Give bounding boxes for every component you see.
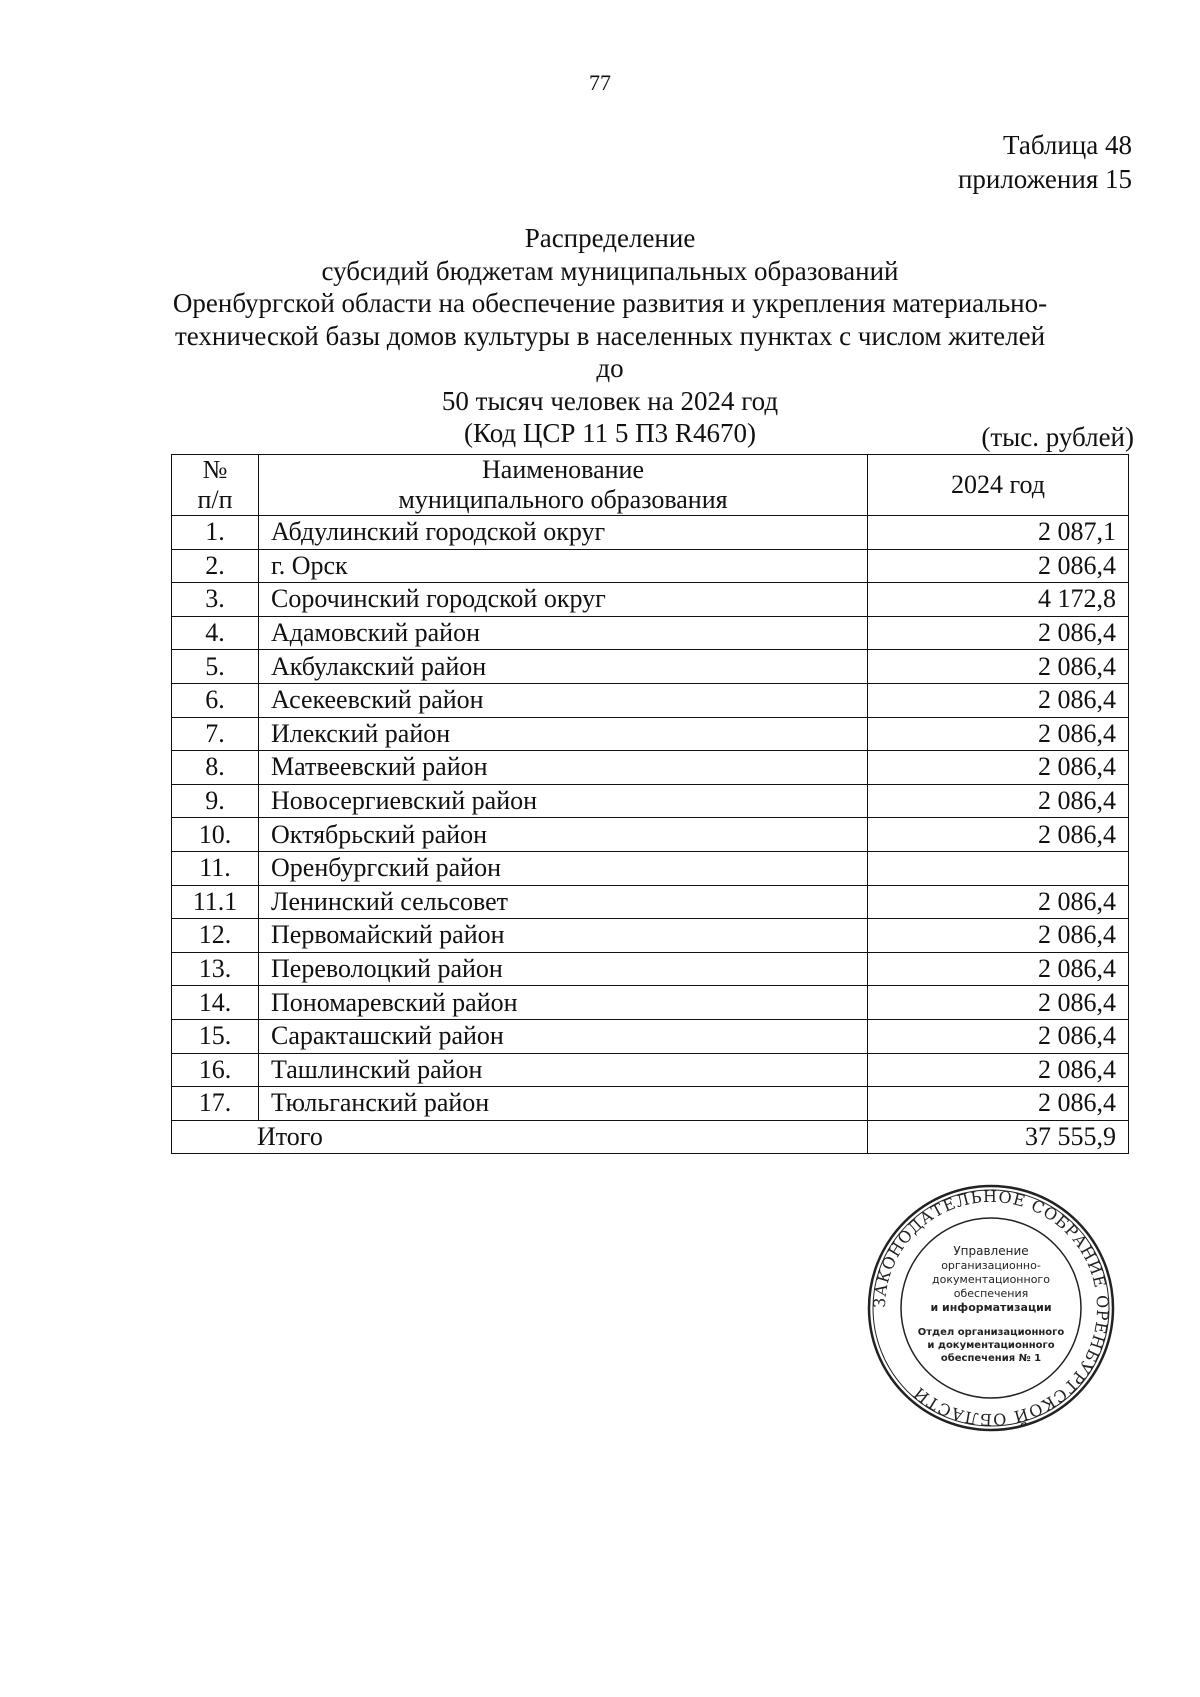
row-name: Илекский район bbox=[259, 717, 868, 751]
stamp-line: Управление bbox=[953, 1244, 1029, 1258]
row-value: 2 086,4 bbox=[868, 717, 1129, 751]
row-name: Первомайский район bbox=[259, 919, 868, 953]
table-header-row bbox=[172, 455, 1129, 516]
header-number bbox=[172, 455, 259, 516]
row-number: 7. bbox=[172, 717, 259, 751]
table-row bbox=[172, 885, 1129, 919]
table-row bbox=[172, 683, 1129, 717]
header-name-line2: муниципального образования bbox=[398, 485, 728, 514]
row-name: Ташлинский район bbox=[259, 1053, 868, 1087]
row-value: 2 086,4 bbox=[868, 1087, 1129, 1121]
row-number: 17. bbox=[172, 1087, 259, 1121]
official-stamp bbox=[866, 1183, 1116, 1433]
row-number: 9. bbox=[172, 784, 259, 818]
appendix-annex-label: приложения 15 bbox=[957, 164, 1132, 194]
table-row bbox=[172, 851, 1129, 885]
row-value: 2 086,4 bbox=[868, 818, 1129, 852]
row-value: 2 086,4 bbox=[868, 549, 1129, 583]
row-number: 3. bbox=[172, 583, 259, 617]
row-value: 2 086,4 bbox=[868, 650, 1129, 684]
row-name: Новосергиевский район bbox=[259, 784, 868, 818]
appendix-table-label: Таблица 48 bbox=[1003, 130, 1132, 160]
table-row bbox=[172, 516, 1129, 550]
stamp-line: и документационного bbox=[927, 1340, 1055, 1351]
total-value: 37 555,9 bbox=[868, 1120, 1129, 1154]
row-value: 2 087,1 bbox=[868, 516, 1129, 550]
row-value: 2 086,4 bbox=[868, 952, 1129, 986]
row-number: 13. bbox=[172, 952, 259, 986]
row-number: 4. bbox=[172, 616, 259, 650]
row-number: 1. bbox=[172, 516, 259, 550]
row-value: 2 086,4 bbox=[868, 986, 1129, 1020]
table-row bbox=[172, 650, 1129, 684]
row-name: Ленинский сельсовет bbox=[259, 885, 868, 919]
stamp-line: документационного bbox=[932, 1273, 1050, 1286]
stamp-line: организационно- bbox=[941, 1259, 1041, 1272]
stamp-line: обеспечения № 1 bbox=[940, 1353, 1042, 1364]
row-number: 14. bbox=[172, 986, 259, 1020]
row-value: 2 086,4 bbox=[868, 784, 1129, 818]
document-title bbox=[160, 222, 1060, 450]
header-name bbox=[259, 455, 868, 516]
row-name: г. Орск bbox=[259, 549, 868, 583]
table-row bbox=[172, 784, 1129, 818]
row-number: 11.1 bbox=[172, 885, 259, 919]
title-line: Распределение bbox=[524, 223, 696, 253]
table-row bbox=[172, 986, 1129, 1020]
total-row bbox=[172, 1120, 1129, 1154]
total-label: Итого bbox=[172, 1120, 868, 1154]
page-number: 77 bbox=[589, 70, 611, 95]
row-name: Тюльганский район bbox=[259, 1087, 868, 1121]
subsidy-table bbox=[171, 454, 1129, 1154]
table-row bbox=[172, 952, 1129, 986]
row-number: 10. bbox=[172, 818, 259, 852]
budget-code: (Код ЦСР 11 5 П3 R4670) bbox=[464, 418, 756, 448]
row-name: Пономаревский район bbox=[259, 986, 868, 1020]
title-line: технической базы домов культуры в населенных пунктах с числом жителей до bbox=[174, 320, 1046, 383]
row-name: Переволоцкий район bbox=[259, 952, 868, 986]
row-value: 2 086,4 bbox=[868, 1019, 1129, 1053]
stamp-line: обеспечения bbox=[953, 1287, 1029, 1300]
table-row bbox=[172, 818, 1129, 852]
row-name: Матвеевский район bbox=[259, 751, 868, 785]
table-row bbox=[172, 751, 1129, 785]
row-name: Октябрьский район bbox=[259, 818, 868, 852]
row-name: Сорочинский городской округ bbox=[259, 583, 868, 617]
row-value: 2 086,4 bbox=[868, 751, 1129, 785]
row-value: 2 086,4 bbox=[868, 1053, 1129, 1087]
header-year: 2024 год bbox=[868, 455, 1129, 516]
row-value: 2 086,4 bbox=[868, 885, 1129, 919]
table-row bbox=[172, 919, 1129, 953]
row-number: 2. bbox=[172, 549, 259, 583]
row-number: 16. bbox=[172, 1053, 259, 1087]
table-row bbox=[172, 717, 1129, 751]
table-row bbox=[172, 1053, 1129, 1087]
table-row bbox=[172, 616, 1129, 650]
row-number: 11. bbox=[172, 851, 259, 885]
title-line: Оренбургской области на обеспечение развития и укрепления материально- bbox=[172, 288, 1048, 318]
row-number: 6. bbox=[172, 683, 259, 717]
table-row bbox=[172, 583, 1129, 617]
title-line: субсидий бюджетам муниципальных образований bbox=[321, 255, 899, 286]
table-row bbox=[172, 1087, 1129, 1121]
row-number: 15. bbox=[172, 1019, 259, 1053]
row-value bbox=[868, 851, 1129, 885]
row-number: 8. bbox=[172, 751, 259, 785]
table-row bbox=[172, 1019, 1129, 1053]
row-number: 12. bbox=[172, 919, 259, 953]
row-number: 5. bbox=[172, 650, 259, 684]
row-name: Саракташский район bbox=[259, 1019, 868, 1053]
header-number-abbr: п/п bbox=[197, 485, 233, 514]
header-name-line1: Наименование bbox=[482, 455, 644, 484]
stamp-center-text bbox=[918, 1244, 1065, 1364]
row-value: 4 172,8 bbox=[868, 583, 1129, 617]
row-value: 2 086,4 bbox=[868, 683, 1129, 717]
stamp-ring-textpath: ЗАКОНОДАТЕЛЬНОЕ СОБРАНИЕ ОРЕНБУРГСКОЙ ОБЛАСТИ bbox=[869, 1186, 1113, 1430]
units-label: (тыс. рублей) bbox=[981, 422, 1134, 452]
appendix-reference bbox=[958, 128, 1132, 196]
table-row bbox=[172, 549, 1129, 583]
row-name: Адамовский район bbox=[259, 616, 868, 650]
row-name: Оренбургский район bbox=[259, 851, 868, 885]
stamp-line: и информатизации bbox=[930, 1301, 1052, 1314]
row-name: Акбулакский район bbox=[259, 650, 868, 684]
header-number-symbol: № bbox=[202, 455, 228, 484]
row-name: Асекеевский район bbox=[259, 683, 868, 717]
row-value: 2 086,4 bbox=[868, 616, 1129, 650]
row-name: Абдулинский городской округ bbox=[259, 516, 868, 550]
row-value: 2 086,4 bbox=[868, 919, 1129, 953]
title-line: 50 тысяч человек на 2024 год bbox=[441, 385, 779, 416]
stamp-line: Отдел организационного bbox=[917, 1327, 1065, 1338]
